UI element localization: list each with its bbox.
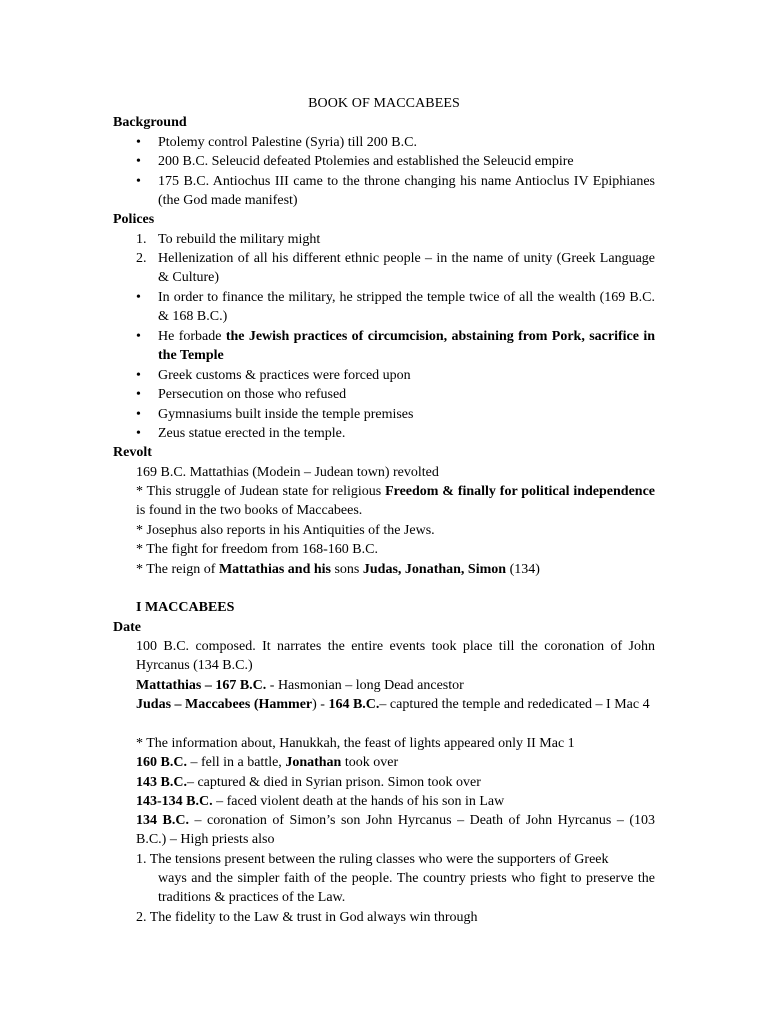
list-number: 1. (136, 232, 147, 247)
list-number: 2. (136, 251, 147, 266)
polices-item-forbade (158, 327, 655, 366)
revolt-line: * The reign of Mattathias and his sons Judas, Jonathan, Simon (134) (136, 562, 540, 577)
date-composed: 100 B.C. composed. It narrates the entire events took place till the coronation of John Hyrcanus (134 B.C.) (136, 639, 655, 674)
bullet-icon: • (136, 426, 141, 441)
forbade-text: He forbade (158, 329, 226, 344)
polices-item: Zeus statue erected in the temple. (158, 426, 346, 441)
heading-date: Date (113, 620, 141, 635)
heading-background: Background (113, 115, 187, 130)
numbered-point: 1. The tensions present between the ruling classes who were the supporters of Greek (136, 852, 609, 867)
polices-item: Greek customs & practices were forced upon (158, 368, 411, 383)
timeline-entry: 160 B.C. – fell in a battle, Jonathan took over (136, 755, 399, 770)
revolt-line: * The fight for freedom from 168-160 B.C. (136, 542, 378, 557)
revolt-line: 169 B.C. Mattathias (Modein – Judean town) revolted (136, 465, 439, 480)
polices-item: Hellenization of all his different ethnic people – in the name of unity (Greek Language & Culture) (158, 251, 655, 286)
timeline-entry: 134 B.C. – coronation of Simon’s son John Hyrcanus – Death of John Hyrcanus – (103 B.C.) – High priests also (136, 813, 656, 848)
numbered-point-continued: ways and the simpler faith of the people. The country priests who fight to preserve the traditions & practices of the Law. (158, 871, 655, 906)
heading-revolt: Revolt (113, 445, 152, 460)
numbered-point: 2. The fidelity to the Law & trust in God always win through (136, 910, 478, 925)
timeline-entry: * The information about, Hanukkah, the feast of lights appeared only II Mac 1 (136, 736, 575, 751)
timeline-entry: Mattathias – 167 B.C. - Hasmonian – long Dead ancestor (136, 678, 464, 693)
heading-polices: Polices (113, 212, 155, 227)
bullet-icon: • (136, 368, 141, 383)
polices-item: Gymnasiums built inside the temple premises (158, 407, 414, 422)
bullet-icon: • (136, 329, 141, 344)
timeline-entry: 143-134 B.C. – faced violent death at the hands of his son in Law (136, 794, 505, 809)
heading-i-maccabees: I MACCABEES (136, 600, 235, 615)
bullet-icon: • (136, 154, 141, 169)
polices-item: Persecution on those who refused (158, 387, 347, 402)
timeline-entry: 143 B.C.– captured & died in Syrian prison. Simon took over (136, 775, 481, 790)
background-item: 200 B.C. Seleucid defeated Ptolemies and established the Seleucid empire (158, 154, 574, 169)
revolt-line: * This struggle of Judean state for religious Freedom & finally for political independence is found in the two books of Maccabees. (136, 484, 655, 519)
polices-item: In order to finance the military, he stripped the temple twice of all the wealth (169 B.C. & 168 B.C.) (158, 290, 655, 325)
bullet-icon: • (136, 387, 141, 402)
bullet-icon: • (136, 290, 141, 305)
background-item: Ptolemy control Palestine (Syria) till 200 B.C. (158, 135, 417, 150)
timeline-entry: Judas – Maccabees (Hammer) - 164 B.C.– captured the temple and rededicated – I Mac 4 (136, 697, 650, 712)
polices-item: To rebuild the military might (158, 232, 321, 247)
page-title: BOOK OF MACCABEES (308, 96, 460, 111)
bullet-icon: • (136, 407, 141, 422)
background-item: 175 B.C. Antiochus III came to the throne changing his name Antioclus IV Epiphianes (the God made manifest) (158, 174, 655, 209)
forbade-bold: the Jewish practices of circumcision, abstaining from Pork, sacrifice in the Temple (158, 329, 655, 364)
revolt-line: * Josephus also reports in his Antiquities of the Jews. (136, 523, 435, 538)
bullet-icon: • (136, 135, 141, 150)
bullet-icon: • (136, 174, 141, 189)
